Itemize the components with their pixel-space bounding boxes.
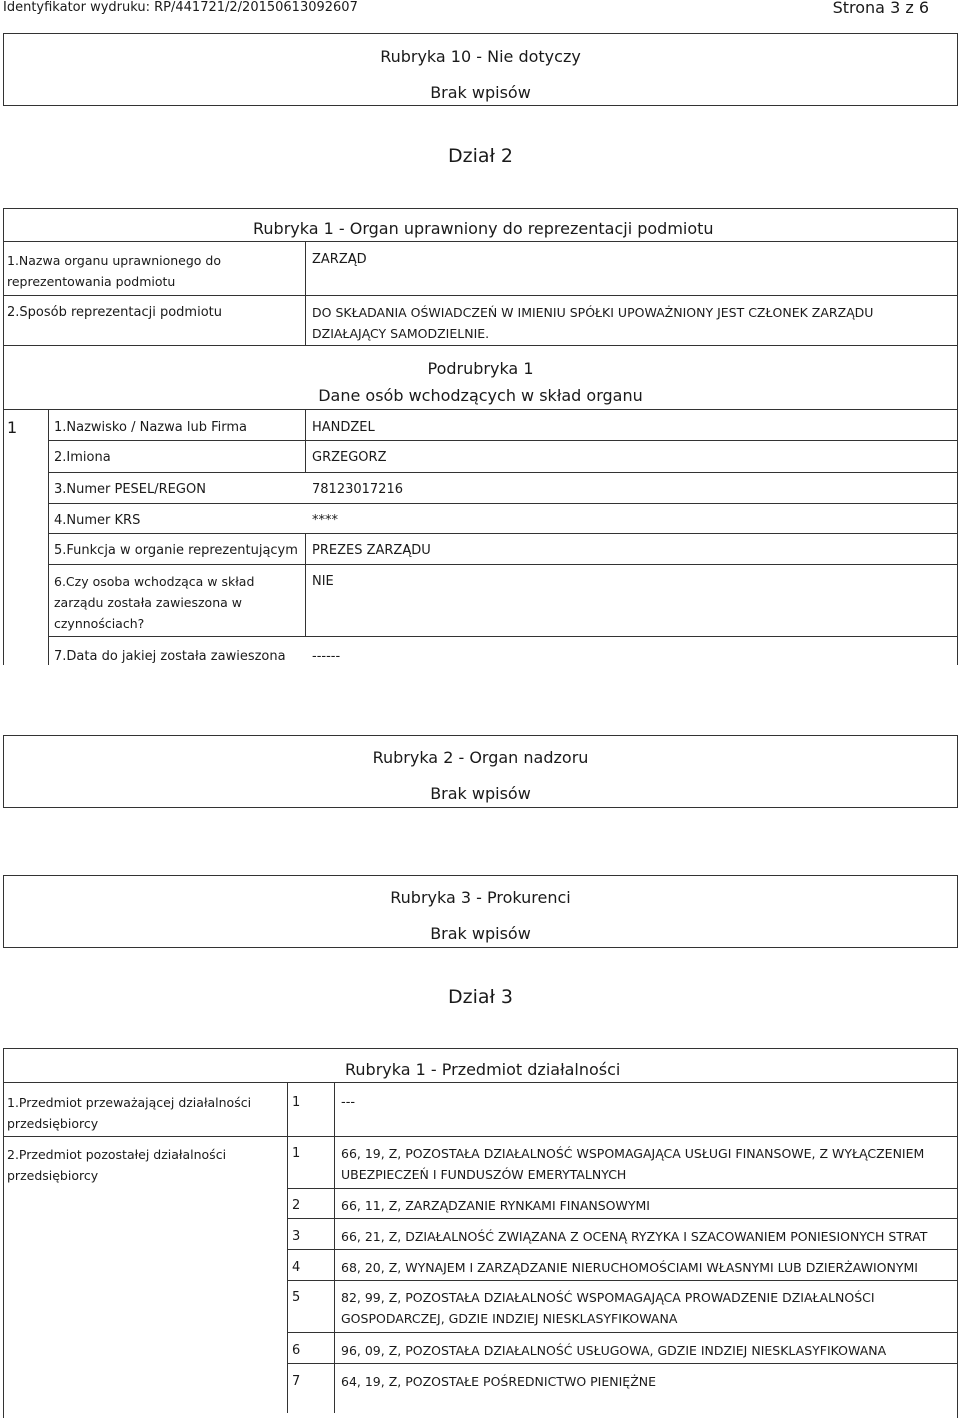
- suspended-label: 6.Czy osoba wchodząca w skład zarządu została zawieszona w czynnościach?: [54, 574, 255, 631]
- organ-name-label: 1.Nazwa organu uprawnionego do reprezentowania podmiotu: [7, 253, 222, 289]
- rubryka3-title: Rubryka 3 - Prokurenci: [390, 888, 571, 907]
- activity-item-text: 96, 09, Z, POZOSTAŁA DZIAŁALNOŚĆ USŁUGOWA, GDZIE INDZIEJ NIESKLASYFIKOWANA: [341, 1343, 887, 1358]
- person-index: 1: [7, 418, 18, 437]
- surname-label: 1.Nazwisko / Nazwa lub Firma: [54, 420, 247, 435]
- activity-item-text: 68, 20, Z, WYNAJEM I ZARZĄDZANIE NIERUCHOMOŚCIAMI WŁASNYMI LUB DZIERŻAWIONYMI: [341, 1260, 918, 1275]
- krs-value: ****: [312, 513, 338, 528]
- podrubryka-title: Podrubryka 1: [427, 359, 534, 378]
- activity-item-number: 1: [292, 1146, 301, 1161]
- pesel-label: 3.Numer PESEL/REGON: [54, 482, 206, 497]
- row-divider: [287, 1280, 958, 1281]
- row-divider: [287, 1249, 958, 1250]
- activity-item-text: 66, 19, Z, POZOSTAŁA DZIAŁALNOŚĆ WSPOMAGAJĄCA USŁUGI FINANSOWE, Z WYŁĄCZENIEM UBEZPIECZEŃ I FUNDUSZÓW EMERYTALNYCH: [341, 1146, 925, 1182]
- activity-item-text: 64, 19, Z, POZOSTAŁE POŚREDNICTWO PIENIĘŻNE: [341, 1374, 657, 1389]
- first-names-label: 2.Imiona: [54, 450, 111, 465]
- row-divider: [287, 1188, 958, 1189]
- suspension-date-value: ------: [312, 649, 341, 664]
- dzial3-title: Dział 3: [447, 986, 514, 1008]
- activity-item-text: 82, 99, Z, POZOSTAŁA DZIAŁALNOŚĆ WSPOMAGAJĄCA PROWADZENIE DZIAŁALNOŚCI GOSPODARCZEJ, GDZIE INDZIEJ NIESKLASYFIKOWANA: [341, 1290, 875, 1326]
- row-divider: [287, 1332, 958, 1333]
- representation-method-label: 2.Sposób reprezentacji podmiotu: [7, 305, 222, 320]
- dzial2-title: Dział 2: [447, 145, 514, 167]
- suspended-value: NIE: [312, 574, 334, 589]
- first-names-value: GRZEGORZ: [312, 450, 387, 465]
- rubryka2-status: Brak wpisów: [430, 784, 531, 803]
- representation-method-value: DO SKŁADANIA OŚWIADCZEŃ W IMIENIU SPÓŁKI UPOWAŻNIONY JEST CZŁONEK ZARZĄDU DZIAŁAJĄCY SAMODZIELNIE.: [312, 305, 874, 341]
- podrubryka-subtitle: Dane osób wchodzących w skład organu: [318, 386, 643, 405]
- activity-item-number: 7: [292, 1374, 301, 1389]
- surname-value: HANDZEL: [312, 420, 375, 435]
- main-activity-label: 1.Przedmiot przeważającej działalności przedsiębiorcy: [7, 1095, 252, 1131]
- row-divider: [287, 1363, 958, 1364]
- rubryka10-title: Rubryka 10 - Nie dotyczy: [380, 47, 581, 66]
- activity-item-number: 2: [292, 1198, 301, 1213]
- activity-item-number: 3: [292, 1229, 301, 1244]
- activity-item-number: 4: [292, 1260, 301, 1275]
- function-label: 5.Funkcja w organie reprezentującym: [54, 543, 298, 558]
- main-activity-value: ---: [341, 1095, 356, 1110]
- row-divider: [287, 1218, 958, 1219]
- krs-label: 4.Numer KRS: [54, 513, 141, 528]
- rubryka2-title: Rubryka 2 - Organ nadzoru: [372, 748, 589, 767]
- activity-item-text: 66, 11, Z, ZARZĄDZANIE RYNKAMI FINANSOWYMI: [341, 1198, 650, 1213]
- rubryka10-status: Brak wpisów: [430, 83, 531, 102]
- activity-item-number: 6: [292, 1343, 301, 1358]
- organ-name-value: ZARZĄD: [312, 252, 367, 267]
- rubryka3-status: Brak wpisów: [430, 924, 531, 943]
- pesel-value: 78123017216: [312, 482, 403, 497]
- activity-item-text: 66, 21, Z, DZIAŁALNOŚĆ ZWIĄZANA Z OCENĄ RYZYKA I SZACOWANIEM PONIESIONYCH STRAT: [341, 1229, 928, 1244]
- page-number: Strona 3 z 6: [832, 0, 929, 17]
- activity-item-number: 5: [292, 1290, 301, 1305]
- rubryka1-organ-title: Rubryka 1 - Organ uprawniony do reprezentacji podmiotu: [253, 219, 714, 238]
- other-activity-label: 2.Przedmiot pozostałej działalności przedsiębiorcy: [7, 1147, 227, 1183]
- suspension-date-label: 7.Data do jakiej została zawieszona: [54, 649, 286, 664]
- rubryka1-activity-title: Rubryka 1 - Przedmiot działalności: [345, 1060, 621, 1079]
- print-identifier: Identyfikator wydruku: RP/441721/2/20150613092607: [3, 0, 358, 15]
- main-activity-index: 1: [292, 1095, 301, 1110]
- function-value: PREZES ZARZĄDU: [312, 543, 431, 558]
